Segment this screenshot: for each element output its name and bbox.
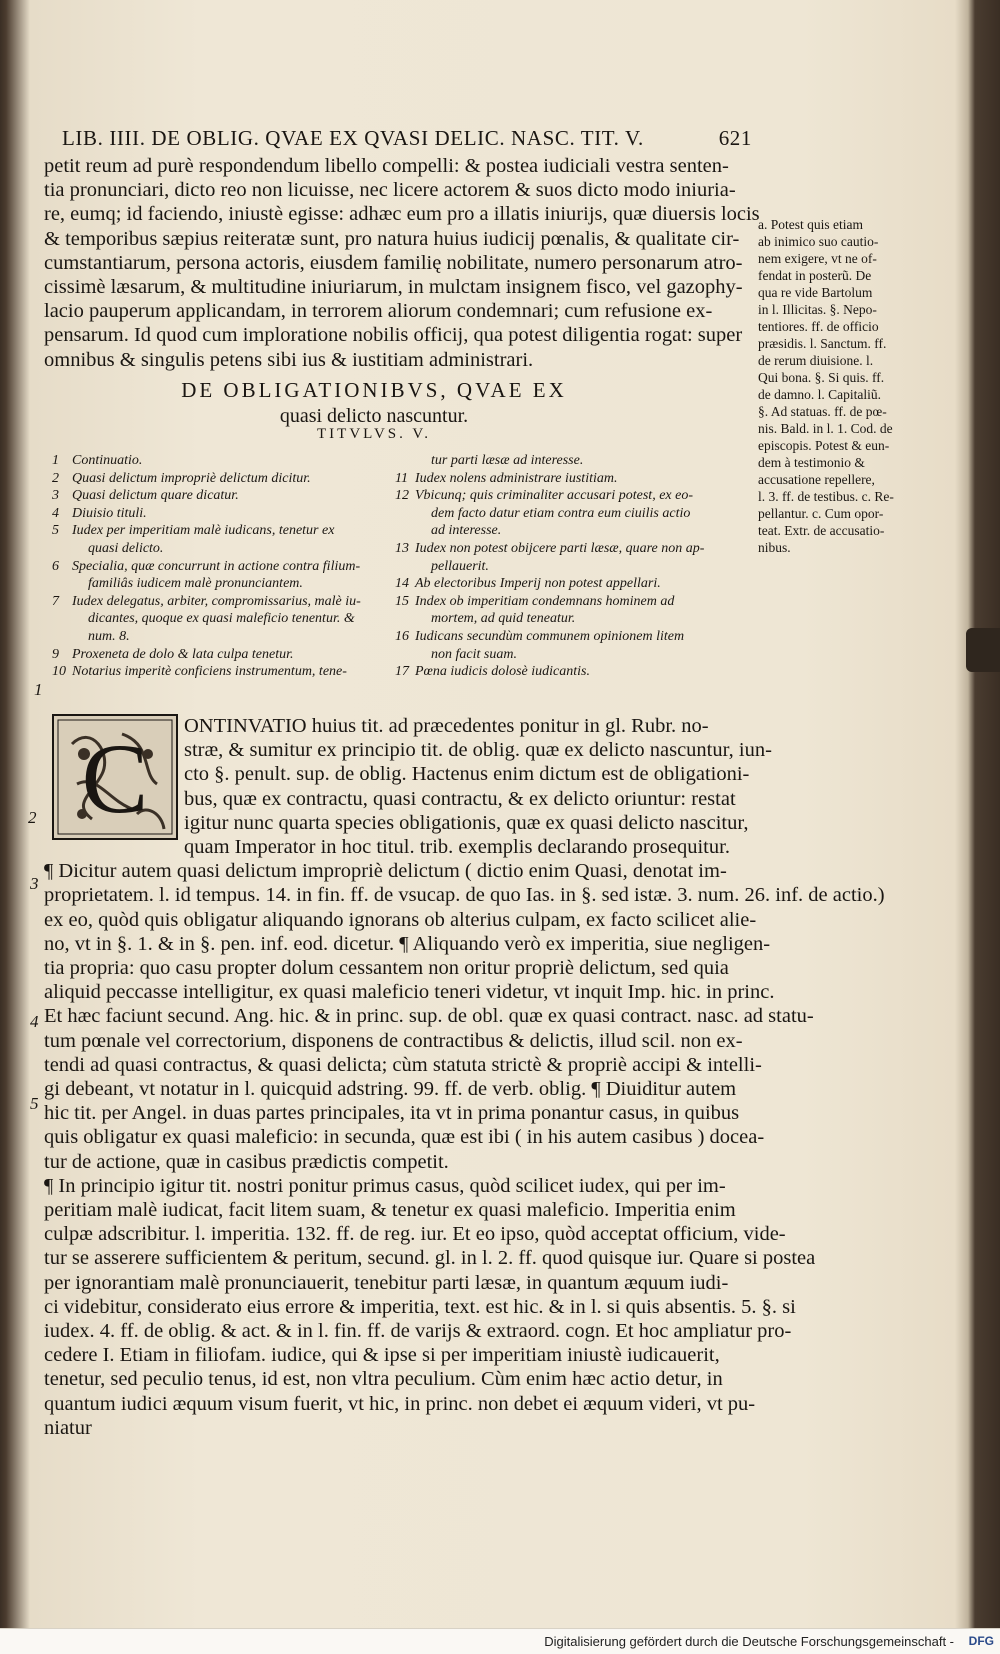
summary-item <box>52 452 382 470</box>
text-line: cumstantiarum, persona actoris, eiusdem familię nobilitate, numero personarum atro- <box>44 251 743 274</box>
summary-item-text: dicantes, quoque ex quasi maleficio tenentur. & <box>88 611 355 627</box>
summary-item-text: non facit suam. <box>431 646 517 662</box>
summary-item-text: quasi delicto. <box>88 540 164 556</box>
body-line: cto §. penult. sup. de oblig. Hactenus enim dictum est de obligationi- <box>184 763 750 786</box>
margin-note-line: tentiores. ff. de officio <box>758 319 879 334</box>
margin-note-line: a. Potest quis etiam <box>758 217 863 232</box>
body-line: stræ, & sumitur ex principio tit. de oblig. quæ ex delicto nascuntur, iun- <box>184 739 772 762</box>
summary-item-number: 3 <box>52 488 59 504</box>
summary-item <box>395 628 725 646</box>
body-line: igitur nunc quarta species obligationis, quæ ex quasi delicto nascitur, <box>184 811 749 834</box>
dfg-logo: DFG <box>968 1634 994 1648</box>
titulus-label: TITVLVS. V. <box>317 426 431 442</box>
body-line: peritiam malè iudicat, facit litem suam, & tenetur ex quasi maleficio. Imperitia enim <box>44 1199 736 1222</box>
summary-item <box>52 540 382 558</box>
summary-item-text: Iudex non potest obijcere parti læsæ, quare non ap- <box>415 540 705 556</box>
margin-number: 3 <box>30 874 39 893</box>
body-line: bus, quæ ex contractu, quasi contractu, & ex delicto oriuntur: restat <box>184 787 736 810</box>
margin-number: 5 <box>30 1094 39 1113</box>
summary-item <box>395 540 725 558</box>
text-line: petit reum ad purè respondendum libello compelli: & postea iudiciali vestra senten- <box>44 155 729 177</box>
summary-item-text: tur parti læsæ ad interesse. <box>431 453 584 468</box>
summary-item-number: 6 <box>52 558 59 574</box>
summary-item-text: Ab electoribus Imperij non potest appellari. <box>415 576 661 592</box>
page-number: 621 <box>718 126 752 150</box>
summary-item <box>52 593 382 611</box>
margin-note-line: dem à testimonio & <box>758 455 865 470</box>
summary-item-text: Proxeneta de dolo & lata culpa tenetur. <box>72 646 294 662</box>
margin-note-line: §. Ad statuas. ff. de pœ- <box>758 404 887 419</box>
body-line: quam Imperator in hoc titul. trib. exemplis declarando prosequitur. <box>184 836 730 859</box>
body-line: no, vt in §. 1. & in §. pen. inf. eod. dicetur. ¶ Aliquando verò ex imperitia, siue negligen- <box>44 932 771 955</box>
margin-note-line: pellantur. c. Cum opor- <box>758 506 884 521</box>
summary-column-right <box>395 452 725 681</box>
summary-item <box>395 558 725 576</box>
body-line: gi debeant, vt notatur in l. quicquid adstring. 99. ff. de verb. oblig. ¶ Diuiditur autem <box>44 1078 737 1101</box>
body-line: niatur <box>44 1416 92 1439</box>
summary-item-number: 17 <box>395 664 409 680</box>
body-line: tenetur, sed peculio tenus, id est, non vltra peculium. Cùm enim hæc actio detur, in <box>44 1368 723 1391</box>
summary-item <box>52 575 382 593</box>
margin-note-line: l. 3. ff. de testibus. c. Re- <box>758 489 894 504</box>
summary-item <box>395 452 725 470</box>
text-line: re, eumq; id faciendo, iniustè egisse: adhæc eum pro a illatis iniurijs, quæ diuersis locis <box>44 203 760 226</box>
body-line: quis obligatur ex quasi maleficio: in secunda, quæ est ibi ( in his autem casibus ) doceа- <box>44 1126 765 1149</box>
body-line: ¶ Dicitur autem quasi delictum impropriè delictum ( dictio enim Quasi, denotat im- <box>44 860 727 883</box>
body-line: tia propria: quo casu propter dolum cessantem non oritur propriè delictum, sed quia <box>44 957 729 980</box>
body-line: aliquid peccasse intelligitur, ex quasi maleficio teneri videtur, vt inquit Imp. hic. in princ. <box>44 981 775 1004</box>
summary-item-text: pellauerit. <box>431 558 489 574</box>
summary-item-text: Vbicunq; quis criminaliter accusari potest, ex eo- <box>415 488 693 504</box>
summary-item <box>395 663 725 681</box>
body-line: Et hæc faciunt secund. Ang. hic. & in princ. sup. de obl. quæ ex quasi contract. nasc. ad statu- <box>44 1005 814 1028</box>
section-heading-main: DE OBLIGATIONIBVS, QVAE EX <box>181 378 567 402</box>
summary-item-number: 16 <box>395 628 409 644</box>
summary-item-text: mortem, ad quid teneatur. <box>431 611 576 627</box>
summary-item <box>52 663 382 681</box>
body-line: hic tit. per Angel. in duas partes principales, ita vt in prima ponantur casus, in quibus <box>44 1102 740 1125</box>
summary-item <box>395 610 725 628</box>
summary-item-number: 11 <box>395 470 408 486</box>
summary-column-left <box>52 452 382 681</box>
margin-note-line: fendat in posterũ. De <box>758 268 872 283</box>
page-edge-tab <box>966 628 1000 672</box>
summary-item <box>395 487 725 505</box>
margin-number: 1 <box>34 680 43 699</box>
summary-item-text: Quasi delictum impropriè delictum dicitur. <box>72 470 311 486</box>
section-heading <box>44 378 704 428</box>
summary-item-number: 15 <box>395 593 409 609</box>
body-line: per ignorantiam malè pronunciauerit, tenebitur parti læsæ, in quantum æquum iudi- <box>44 1271 729 1294</box>
text-line: tia pronunciari, dicto reo non licuisse, nec licere actorem & suos dicto modo iniuria- <box>44 179 736 202</box>
body-line: proprietatem. l. id tempus. 14. in fin. ff. de vsucap. de quo Ias. in §. sed istæ. 3. num. 26. inf. de actio.) <box>44 884 885 907</box>
initial-letter: C <box>81 723 149 834</box>
summary-item-text: Iudicans secundùm communem opinionem litem <box>415 628 685 644</box>
margin-note-line: qua re vide Bartolum <box>758 285 873 300</box>
digitization-footer <box>0 1628 1000 1654</box>
summary-item-number: 9 <box>52 646 59 662</box>
summary-item <box>395 470 725 488</box>
text-line: pensarum. Id quod cum imploratione nobilis officij, qua potest diligentia rogat: super <box>44 324 743 347</box>
summary-item-number: 13 <box>395 540 409 556</box>
margin-note-line: episcopis. Potest & eun- <box>758 438 890 453</box>
margin-note-line: de damno. l. Capitaliũ. <box>758 387 881 402</box>
summary-item-text: dem facto datur etiam contra eum ciuilis actio <box>431 505 691 521</box>
margin-number: 4 <box>30 1012 39 1031</box>
body-line: ex eo, quòd quis obligatur aliquando ignorans ob alterius culpam, ex facto scilicet alie- <box>44 908 757 931</box>
summary-item <box>52 487 382 505</box>
text-line: & temporibus sæpius reiteratæ sunt, pro natura huius iudicij pœnalis, & qualitate cir- <box>44 227 740 250</box>
margin-note-line: accusatione repellere, <box>758 472 875 487</box>
body-line: cedere I. Etiam in filiofam. iudice, qui & ipse si per imperitiam iniustè iudicauerit, <box>44 1344 720 1367</box>
summary-item-text: Quasi delictum quare dicatur. <box>72 488 239 504</box>
body-text <box>44 714 885 1440</box>
summary-item-text: num. 8. <box>88 628 130 644</box>
summary-item-text: Index ob imperitiam condemnans hominem ad <box>415 593 675 609</box>
running-head-title: LIB. IIII. DE OBLIG. QVAE EX QVASI DELIC. NASC. TIT. V. <box>62 126 644 150</box>
body-line: tum pœnale vel correctorium, disponens de contractibus & delictis, illud scil. non ex- <box>44 1029 743 1052</box>
summary-item-text: ad interesse. <box>431 523 502 539</box>
summary-item-text: Notarius imperitè conficiens instrumentum, tene- <box>72 664 347 680</box>
text-line: lacio pauperum applicandam, in terrorem aliorum condemnari; cum refusione ex- <box>44 300 713 323</box>
summary-item-text: Iudex per imperitiam malè iudicans, tenetur ex <box>72 523 335 539</box>
summary-item <box>395 505 725 523</box>
footer-text: Digitalisierung gefördert durch die Deutsche Forschungsgemeinschaft - <box>544 1634 954 1649</box>
summary-item-number: 4 <box>52 505 59 521</box>
summary-item <box>52 610 382 628</box>
top-paragraph <box>44 154 760 372</box>
text-line: omnibus & singulis petens sibi ius & iustitiam administrari. <box>44 348 534 371</box>
text-line: cissimè læsarum, & multitudine iniuriarum, in mulctam insignem fisco, vel gazophy- <box>44 276 743 299</box>
margin-note-line: Qui bona. §. Si quis. ff. <box>758 370 885 385</box>
summary-item <box>52 558 382 576</box>
body-line: iudex. 4. ff. de oblig. & act. & in l. fin. ff. de varijs & extraord. cogn. Et hoc ampliatur pro- <box>44 1320 792 1343</box>
summary-item-text: Continuatio. <box>72 453 143 468</box>
margin-note <box>758 216 918 556</box>
body-line: ¶ In principio igitur tit. nostri ponitur primus casus, quòd scilicet iudex, qui per im- <box>44 1174 726 1197</box>
summary-item-number: 10 <box>52 664 66 680</box>
running-head <box>62 126 752 151</box>
summary-item <box>52 628 382 646</box>
summary-item <box>395 522 725 540</box>
summary-item <box>52 522 382 540</box>
body-line: ci videbitur, considerato eius errore & imperitia, text. est hic. & in l. si quis absentis. 5. §. si <box>44 1295 796 1318</box>
margin-note-line: in l. Illicitas. §. Nepo- <box>758 302 877 317</box>
summary-item <box>395 593 725 611</box>
summary-item-number: 14 <box>395 576 409 592</box>
body-line: tur se asserere sufficientem & peritum, secund. gl. in l. 2. ff. quod quisque iur. Quare si postea <box>44 1247 816 1270</box>
summary-item-text: Specialia, quæ concurrunt in actione contra filium- <box>72 558 361 574</box>
margin-note-line: nibus. <box>758 540 791 555</box>
body-line: ONTINVATIO huius tit. ad præcedentes ponitur in gl. Rubr. no- <box>184 715 709 737</box>
summary-item-number: 7 <box>52 593 59 609</box>
body-line: tendi ad quasi contractus, & quasi delicta; cùm statuta strictè & propriè accipi & intelli- <box>44 1053 762 1076</box>
summary-item-text: Iudex nolens administrare iustitiam. <box>415 470 618 486</box>
margin-note-line: teat. Extr. de accusatio- <box>758 523 885 538</box>
body-line: tur de actione, quæ in casibus prædictis competit. <box>44 1150 449 1173</box>
summary-item-text: Diuisio tituli. <box>72 505 147 521</box>
body-line: quantum iudici æquum visum fuerit, vt hic, in princ. non debet ei æquum videri, vt pu- <box>44 1392 756 1415</box>
summary-item <box>52 470 382 488</box>
summary-item-text: Pœna iudicis dolosè iudicantis. <box>415 664 590 680</box>
summary-item-number: 1 <box>52 453 59 468</box>
summary-item <box>52 646 382 664</box>
summary-item-text: Iudex delegatus, arbiter, compromissarius, malè iu- <box>72 593 361 609</box>
summary-item-number: 2 <box>52 470 59 486</box>
summary-item <box>395 646 725 664</box>
margin-note-line: nis. Bald. in l. 1. Cod. de <box>758 421 893 436</box>
margin-note-line: præsidis. l. Sanctum. ff. <box>758 336 887 351</box>
summary-item-number: 5 <box>52 523 59 539</box>
margin-number: 2 <box>28 808 37 827</box>
summary-item-number: 12 <box>395 488 409 504</box>
margin-note-line: ab inimico suo cautio- <box>758 234 879 249</box>
margin-note-line: de rerum diuisione. l. <box>758 353 874 368</box>
body-line: culpæ adscribitur. l. imperitia. 132. ff. de reg. iur. Et eo ipso, quòd acceptat officium, vide- <box>44 1223 786 1246</box>
summary-item-text: familiâs iudicem malè pronunciantem. <box>88 576 303 592</box>
summary-item <box>52 505 382 523</box>
section-heading-sub: quasi delicto nascuntur. <box>279 405 469 427</box>
margin-note-line: nem exigere, vt ne of- <box>758 251 877 266</box>
summary-item <box>395 575 725 593</box>
